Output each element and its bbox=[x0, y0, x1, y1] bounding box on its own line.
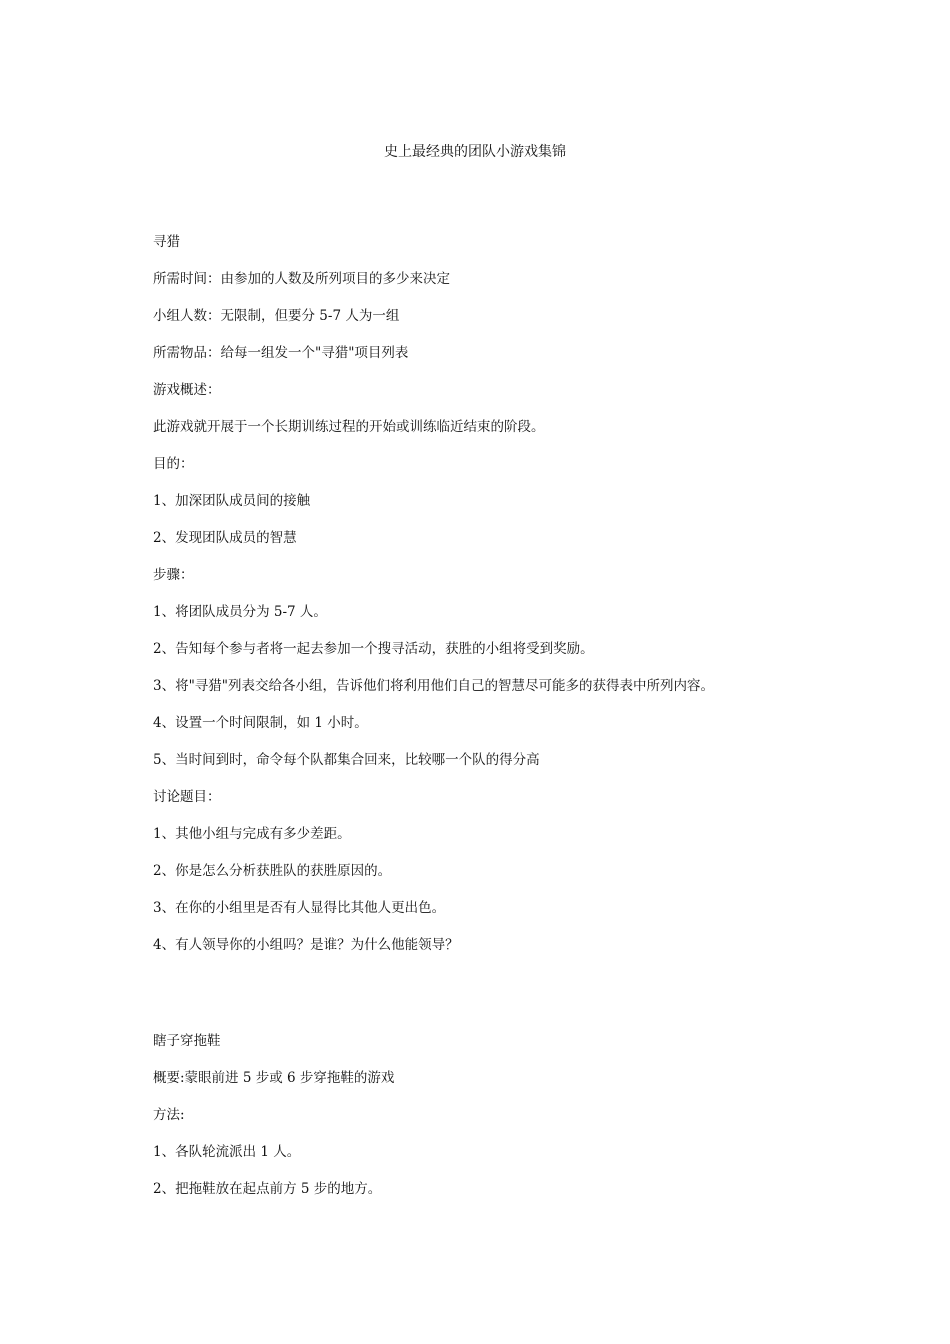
section-treasure-hunt bbox=[153, 233, 833, 973]
list-item: 2、发现团队成员的智慧 bbox=[153, 530, 297, 546]
section-blind-slippers bbox=[153, 1032, 833, 1217]
list-item: 2、你是怎么分析获胜队的获胜原因的。 bbox=[153, 863, 392, 879]
paragraph: 概要:蒙眼前进 5 步或 6 步穿拖鞋的游戏 bbox=[153, 1070, 395, 1086]
list-item: 2、告知每个参与者将一起去参加一个搜寻活动，获胜的小组将受到奖励。 bbox=[153, 641, 594, 657]
list-item: 3、将"寻猎"列表交给各小组，告诉他们将利用他们自己的智慧尽可能多的获得表中所列内容。 bbox=[153, 678, 715, 694]
paragraph: 方法: bbox=[153, 1107, 185, 1123]
paragraph: 所需时间：由参加的人数及所列项目的多少来决定 bbox=[153, 271, 450, 287]
paragraph: 目的： bbox=[153, 456, 194, 472]
list-item: 1、将团队成员分为 5-7 人。 bbox=[153, 604, 327, 620]
list-item: 3、在你的小组里是否有人显得比其他人更出色。 bbox=[153, 900, 446, 916]
list-item: 1、加深团队成员间的接触 bbox=[153, 493, 311, 509]
paragraph: 此游戏就开展于一个长期训练过程的开始或训练临近结束的阶段。 bbox=[153, 419, 545, 435]
section-heading: 寻猎 bbox=[153, 234, 180, 250]
paragraph: 小组人数：无限制，但要分 5-7 人为一组 bbox=[153, 308, 400, 324]
list-item: 5、当时间到时，命令每个队都集合回来，比较哪一个队的得分高 bbox=[153, 752, 540, 768]
list-item: 4、设置一个时间限制，如 1 小时。 bbox=[153, 715, 368, 731]
section-heading: 瞎子穿拖鞋 bbox=[153, 1033, 221, 1049]
list-item: 2、把拖鞋放在起点前方 5 步的地方。 bbox=[153, 1181, 382, 1197]
list-item: 4、有人领导你的小组吗？是谁？为什么他能领导？ bbox=[153, 937, 459, 953]
paragraph: 讨论题目： bbox=[153, 789, 221, 805]
paragraph: 步骤： bbox=[153, 567, 194, 583]
document-title: 史上最经典的团队小游戏集锦 bbox=[384, 144, 566, 160]
list-item: 1、其他小组与完成有多少差距。 bbox=[153, 826, 351, 842]
list-item: 1、各队轮流派出 1 人。 bbox=[153, 1144, 301, 1160]
paragraph: 所需物品：给每一组发一个"寻猎"项目列表 bbox=[153, 345, 409, 361]
paragraph: 游戏概述： bbox=[153, 382, 221, 398]
